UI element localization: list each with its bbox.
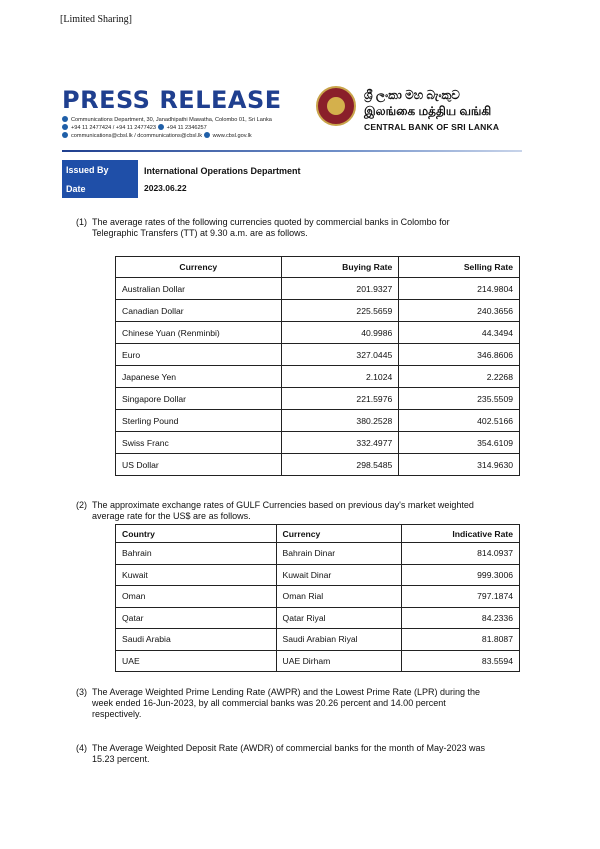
table-row xyxy=(116,410,520,432)
table-cell: US Dollar xyxy=(116,454,282,476)
press-release-title: PRESS RELEASE xyxy=(62,86,282,114)
table-cell: Singapore Dollar xyxy=(116,388,282,410)
table-cell: Sterling Pound xyxy=(116,410,282,432)
issued-by-value: International Operations Department xyxy=(144,166,301,176)
table-cell: UAE Dirham xyxy=(276,650,402,672)
tt-rates-table xyxy=(115,256,520,476)
table-row xyxy=(116,300,520,322)
web-icon xyxy=(204,132,210,138)
table-row xyxy=(116,543,520,565)
paragraph-2: (2) The approximate exchange rates of GULF Currencies based on previous day's market weighted average rate for the US$ are as follows. xyxy=(76,500,474,521)
table-cell: 999.3006 xyxy=(402,564,520,586)
table-cell: 298.5485 xyxy=(281,454,399,476)
table-cell: Saudi Arabia xyxy=(116,629,277,651)
table-cell: 332.4977 xyxy=(281,432,399,454)
issued-by-label: Issued By xyxy=(62,160,138,180)
table-cell: 2.2268 xyxy=(399,366,520,388)
table-cell: Japanese Yen xyxy=(116,366,282,388)
table-row xyxy=(116,432,520,454)
date-value: 2023.06.22 xyxy=(144,183,187,193)
phone-icon xyxy=(62,124,68,130)
table-cell: 221.5976 xyxy=(281,388,399,410)
table-cell: Swiss Franc xyxy=(116,432,282,454)
bank-name-tamil: இலங்கை மத்திய வங்கி xyxy=(364,104,492,118)
table-row xyxy=(116,278,520,300)
bank-name-english: CENTRAL BANK OF SRI LANKA xyxy=(364,122,500,132)
table-cell: 2.1024 xyxy=(281,366,399,388)
table-cell: 201.9327 xyxy=(281,278,399,300)
table-row xyxy=(116,586,520,608)
table-cell: Canadian Dollar xyxy=(116,300,282,322)
table-cell: 354.6109 xyxy=(399,432,520,454)
table-cell: 814.0937 xyxy=(402,543,520,565)
table-row xyxy=(116,650,520,672)
fax-icon xyxy=(158,124,164,130)
paragraph-4: (4) The Average Weighted Deposit Rate (AWDR) of commercial banks for the month of May-2023 was 15.23 percent. xyxy=(76,743,486,764)
table-row xyxy=(116,388,520,410)
table-header-row xyxy=(116,525,520,543)
table-cell: 346.8606 xyxy=(399,344,520,366)
table-cell: 240.3656 xyxy=(399,300,520,322)
table-row xyxy=(116,629,520,651)
table-cell: Bahrain Dinar xyxy=(276,543,402,565)
table-row xyxy=(116,454,520,476)
table-cell: 797.1874 xyxy=(402,586,520,608)
table-row xyxy=(116,607,520,629)
email-line: communications@cbsl.lk / dcommunications@cbsl.lk www.cbsl.gov.lk xyxy=(62,132,252,139)
table-row xyxy=(116,564,520,586)
table-cell: Bahrain xyxy=(116,543,277,565)
column-header: Selling Rate xyxy=(399,257,520,278)
table-cell: 327.0445 xyxy=(281,344,399,366)
column-header: Buying Rate xyxy=(281,257,399,278)
table-cell: Oman xyxy=(116,586,277,608)
cbsl-seal-logo xyxy=(316,86,356,126)
address-line: Communications Department, 30, Janadhipathi Mawatha, Colombo 01, Sri Lanka xyxy=(62,116,272,123)
column-header: Indicative Rate xyxy=(402,525,520,543)
column-header: Country xyxy=(116,525,277,543)
table-cell: Qatar Riyal xyxy=(276,607,402,629)
table-cell: Euro xyxy=(116,344,282,366)
table-cell: 44.3494 xyxy=(399,322,520,344)
table-cell: Qatar xyxy=(116,607,277,629)
table-cell: 40.9986 xyxy=(281,322,399,344)
press-release-header xyxy=(62,86,522,150)
table-cell: Chinese Yuan (Renminbi) xyxy=(116,322,282,344)
table-cell: Australian Dollar xyxy=(116,278,282,300)
column-header: Currency xyxy=(276,525,402,543)
table-cell: Oman Rial xyxy=(276,586,402,608)
paragraph-1: (1) The average rates of the following currencies quoted by commercial banks in Colombo for Telegraphic Transfers (TT) at 9.30 a.m. are as follows. xyxy=(76,217,450,238)
table-cell: Kuwait xyxy=(116,564,277,586)
paragraph-3: (3) The Average Weighted Prime Lending Rate (AWPR) and the Lowest Prime Rate (LPR) during the week ended 16-Jun-2023, by all commercial banks was 20.26 percent and 14.00 percent respectively. xyxy=(76,687,481,719)
date-label: Date xyxy=(62,180,138,198)
table-cell: 83.5594 xyxy=(402,650,520,672)
sharing-label: [Limited Sharing] xyxy=(60,14,132,25)
location-icon xyxy=(62,116,68,122)
table-cell: 214.9804 xyxy=(399,278,520,300)
table-header-row xyxy=(116,257,520,278)
table-cell: 380.2528 xyxy=(281,410,399,432)
table-cell: 402.5166 xyxy=(399,410,520,432)
table-row xyxy=(116,366,520,388)
table-cell: 225.5659 xyxy=(281,300,399,322)
table-cell: 314.9630 xyxy=(399,454,520,476)
table-row xyxy=(116,344,520,366)
table-cell: 235.5509 xyxy=(399,388,520,410)
table-cell: 81.8087 xyxy=(402,629,520,651)
header-rule xyxy=(62,150,522,152)
email-icon xyxy=(62,132,68,138)
phone-line: +94 11 2477424 / +94 11 2477423 +94 11 2346257 xyxy=(62,124,207,131)
bank-name-sinhala: ශ්‍රී ලංකා මහ බැංකුව xyxy=(364,88,460,102)
table-row xyxy=(116,322,520,344)
gulf-rates-table xyxy=(115,524,520,672)
table-cell: Kuwait Dinar xyxy=(276,564,402,586)
table-cell: 84.2336 xyxy=(402,607,520,629)
table-cell: Saudi Arabian Riyal xyxy=(276,629,402,651)
table-cell: UAE xyxy=(116,650,277,672)
column-header: Currency xyxy=(116,257,282,278)
